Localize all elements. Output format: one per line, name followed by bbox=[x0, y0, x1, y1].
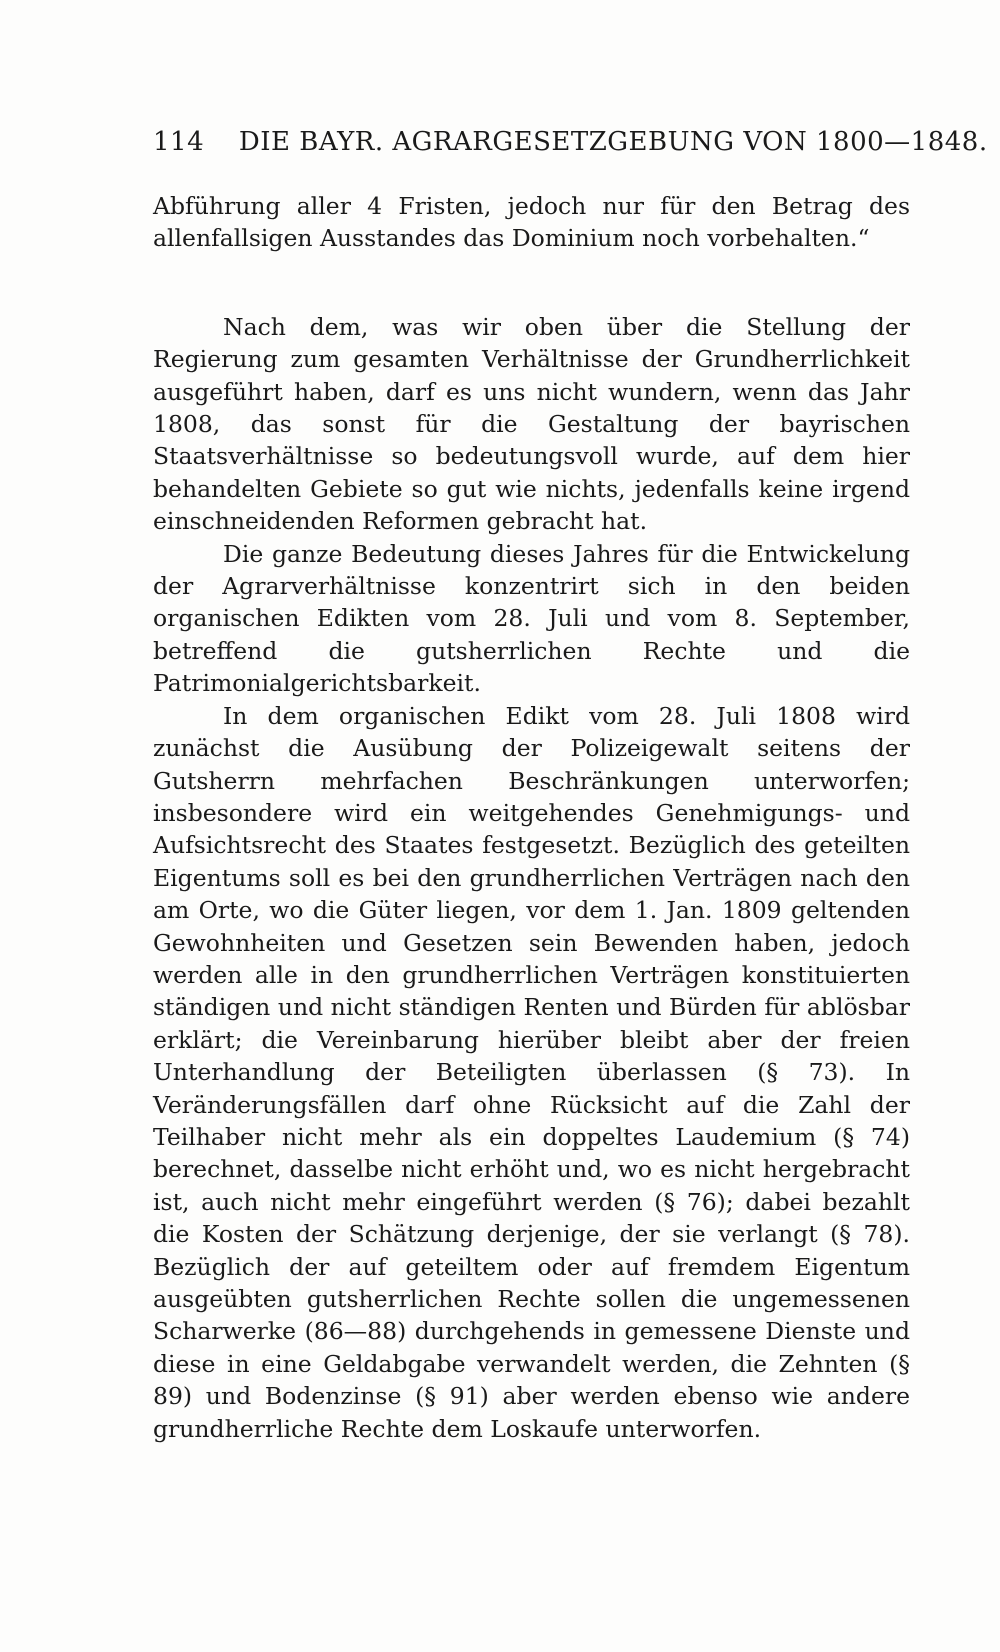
paragraph-regierung: Nach dem, was wir oben über die Stellung der Regierung zum gesamten Verhältnisse der Grundherrlichkeit ausgeführt haben, darf es uns nicht wundern, wenn das Jahr 1808, das sonst für die Gestaltung der bayrischen Staatsverhältnisse so bedeutungsvoll wurde, auf dem hier behandelten Gebiete so gut wie nichts, jedenfalls keine irgend einschneidenden Reformen gebracht hat. bbox=[153, 312, 910, 536]
paragraph-bedeutung: Die ganze Bedeutung dieses Jahres für die Entwickelung der Agrarverhältnisse konzentrirt sich in den beiden organischen Edikten vom 28. Juli und vom 8. September, betreffend die gutsherrlichen Rechte und die Patrimonialgerichtsbarkeit. bbox=[153, 539, 910, 698]
continued-paragraph: Abführung aller 4 Fristen, jedoch nur für den Betrag des allenfallsigen Ausstandes das Dominium noch vorbehalten.“ bbox=[153, 192, 910, 253]
running-title: DIE BAYR. AGRARGESETZGEBUNG VON 1800—1848. bbox=[238, 127, 988, 157]
paragraph-organisches-edikt: In dem organischen Edikt vom 28. Juli 1808 wird zunächst die Ausübung der Polizeigewalt seitens der Gutsherrn mehrfachen Beschränkungen unterworfen; insbesondere wird ein weitgehendes Genehmigungs- und Aufsichtsrecht des Staates festgesetzt. Bezüglich des geteilten Eigentums soll es bei den grundherrlichen Verträgen nach den am Orte, wo die Güter liegen, vor dem 1. Jan. 1809 geltenden Gewohnheiten und Gesetzen sein Bewenden haben, jedoch werden alle in den grundherrlichen Verträgen konstituierten ständigen und nicht ständigen Renten und Bürden für ablösbar erklärt; die Vereinbarung hierüber bleibt aber der freien Unterhandlung der Beteiligten überlassen (§ 73). In Veränderungsfällen darf ohne Rücksicht auf die Zahl der Teilhaber nicht mehr als ein doppeltes Laudemium (§ 74) berechnet, dasselbe nicht erhöht und, wo es nicht hergebracht ist, auch nicht mehr eingeführt werden (§ 76); dabei bezahlt die Kosten der Schätzung derjenige, der sie verlangt (§ 78). Bezüglich der auf geteiltem oder auf fremdem Eigentum ausgeübten gutsherrlichen Rechte sollen die ungemessenen Scharwerke (86—88) durchgehends in gemessene Dienste und diese in eine Geldabgabe verwandelt werden, die Zehnten (§ 89) und Bodenzinse (§ 91) aber werden ebenso wie andere grundherrliche Rechte dem Loskaufe unterworfen. bbox=[153, 701, 910, 1443]
body-text bbox=[153, 190, 910, 1445]
running-header bbox=[153, 127, 988, 157]
page-number: 114 bbox=[153, 127, 205, 157]
